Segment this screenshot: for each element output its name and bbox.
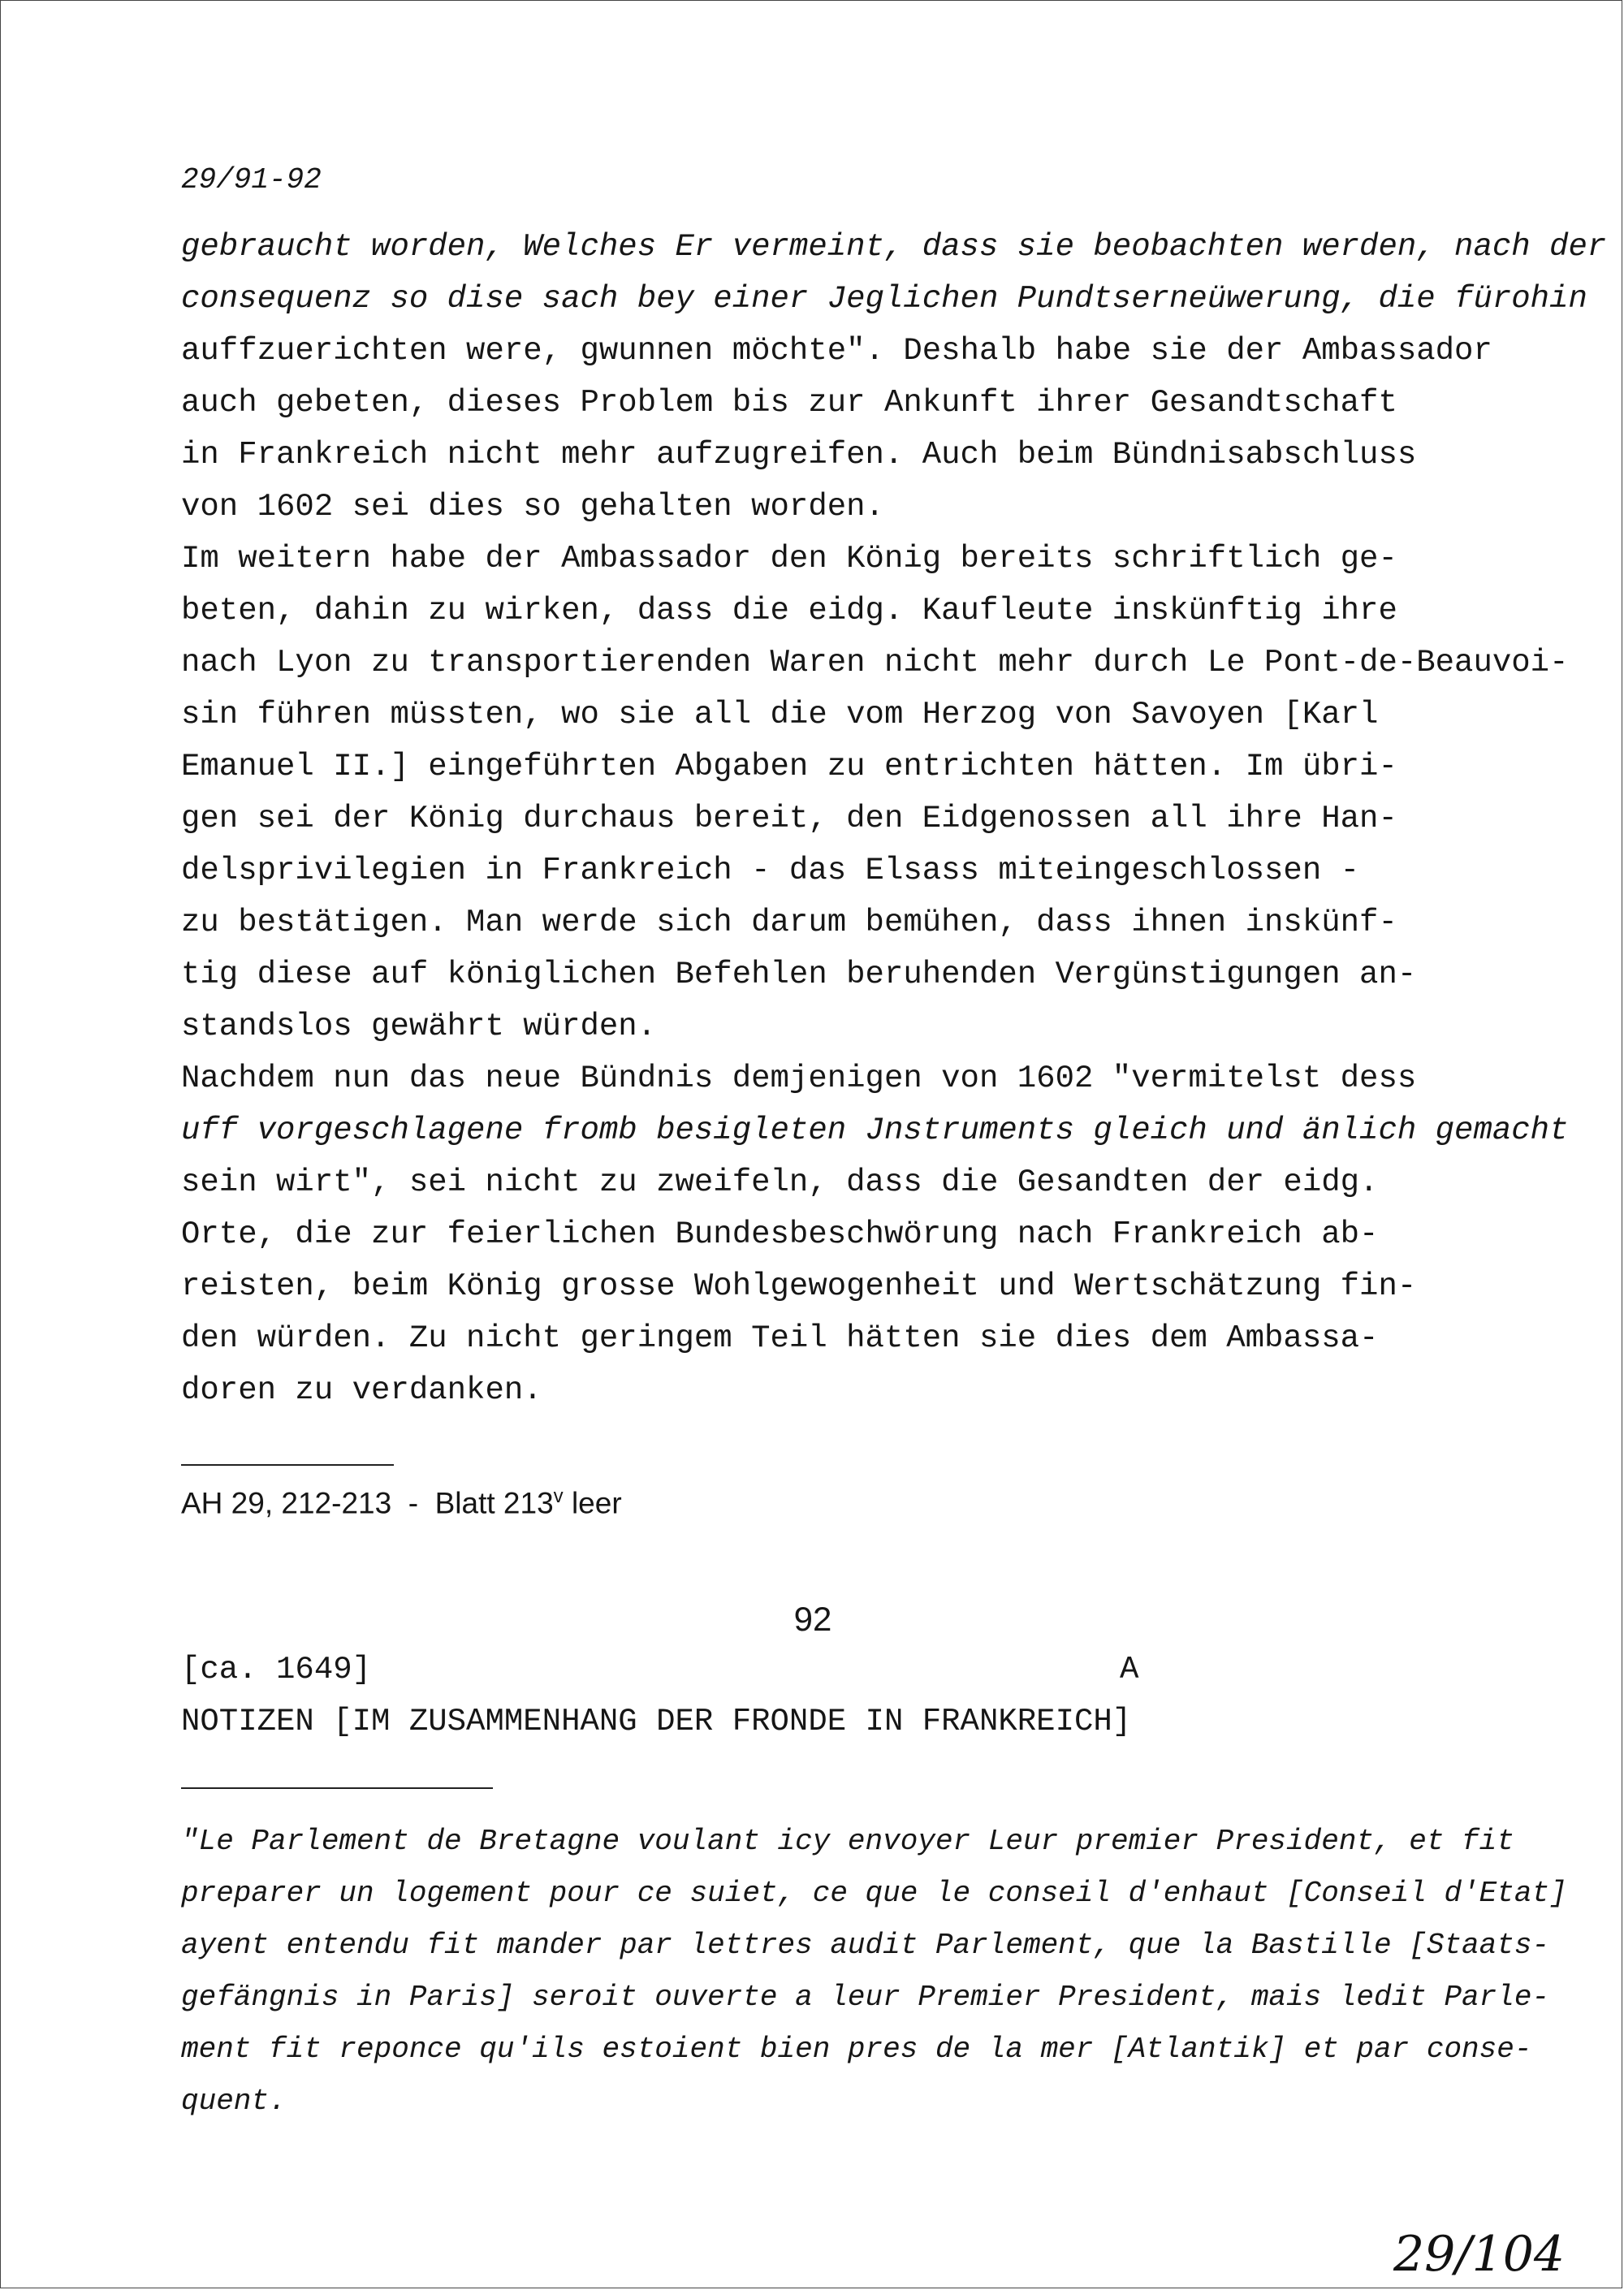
text-line: zu bestätigen. Man werde sich darum bemühen, dass ihnen inskünf- [181, 905, 1397, 940]
text-line: tig diese auf königlichen Befehlen beruhenden Vergünstigungen an- [181, 957, 1417, 992]
text-line: von 1602 sei dies so gehalten worden. [181, 489, 884, 525]
source-note: AH 29, 212-213 - Blatt 213$^v$ leer [181, 1485, 622, 1520]
quote-line: gefängnis in Paris] seroit ouverte a leur Premier President, mais ledit Parle- [181, 1981, 1550, 2014]
text-line: gen sei der König durchaus bereit, den Eidgenossen all ihre Han- [181, 801, 1397, 836]
document-number: 92 [793, 1600, 832, 1638]
text-line: Im weitern habe der Ambassador den König bereits schriftlich ge- [181, 541, 1397, 577]
text-line: consequenz so dise sach bey einer Jeglichen Pundtserneüwerung, die fürohin [181, 281, 1587, 317]
quote-line: ment fit reponce qu'ils estoient bien pres de la mer [Atlantik] et par conse- [181, 2033, 1532, 2066]
quote-line: ayent entendu fit mander par lettres audit Parlement, que la Bastille [Staats- [181, 1929, 1550, 1962]
page-reference: 29/91-92 [181, 163, 322, 197]
text-line: reisten, beim König grosse Wohlgewogenheit und Wertschätzung fin- [181, 1268, 1417, 1304]
document-letter: A [1120, 1652, 1139, 1687]
text-line: sin führen müssten, wo sie all die vom Herzog von Savoyen [Karl [181, 697, 1379, 732]
text-line: uff vorgeschlagene fromb besigleten Jnstruments gleich und änlich gemacht [181, 1113, 1569, 1148]
text-line: Emanuel II.] eingeführten Abgaben zu entrichten hätten. Im übri- [181, 749, 1397, 784]
text-line: doren zu verdanken. [181, 1372, 542, 1408]
text-line: gebraucht worden, Welches Er vermeint, dass sie beobachten werden, nach der [181, 229, 1607, 265]
text-line: Orte, die zur feierlichen Bundesbeschwörung nach Frankreich ab- [181, 1216, 1379, 1252]
quote-line: "Le Parlement de Bretagne voulant icy envoyer Leur premier President, et fit [181, 1825, 1514, 1858]
text-line: in Frankreich nicht mehr aufzugreifen. Auch beim Bündnisabschluss [181, 437, 1417, 473]
text-line: beten, dahin zu wirken, dass die eidg. Kaufleute inskünftig ihre [181, 593, 1397, 629]
document-title: NOTIZEN [IM ZUSAMMENHANG DER FRONDE IN FRANKREICH] [181, 1704, 1132, 1739]
quote-line: quent. [181, 2085, 287, 2118]
text-line: standslos gewährt würden. [181, 1009, 657, 1044]
section-divider [181, 1787, 493, 1789]
text-line: sein wirt", sei nicht zu zweifeln, dass die Gesandten der eidg. [181, 1164, 1379, 1200]
text-line: auch gebeten, dieses Problem bis zur Ankunft ihrer Gesandtschaft [181, 385, 1397, 421]
text-line: delsprivilegien in Frankreich - das Elsass miteingeschlossen - [181, 853, 1360, 888]
quote-line: preparer un logement pour ce suiet, ce que le conseil d'enhaut [Conseil d'Etat] [181, 1877, 1567, 1910]
text-line: den würden. Zu nicht geringem Teil hätten sie dies dem Ambassa- [181, 1320, 1379, 1356]
document-date: [ca. 1649] [181, 1652, 372, 1687]
text-line: nach Lyon zu transportierenden Waren nicht mehr durch Le Pont-de-Beauvoi- [181, 645, 1569, 681]
handwritten-page-number: 29/104 [1393, 2226, 1566, 2283]
text-line: Nachdem nun das neue Bündnis demjenigen von 1602 "vermitelst dess [181, 1061, 1417, 1096]
text-line: auffzuerichten were, gwunnen möchte". Deshalb habe sie der Ambassador [181, 333, 1492, 369]
footnote-divider [181, 1464, 394, 1466]
